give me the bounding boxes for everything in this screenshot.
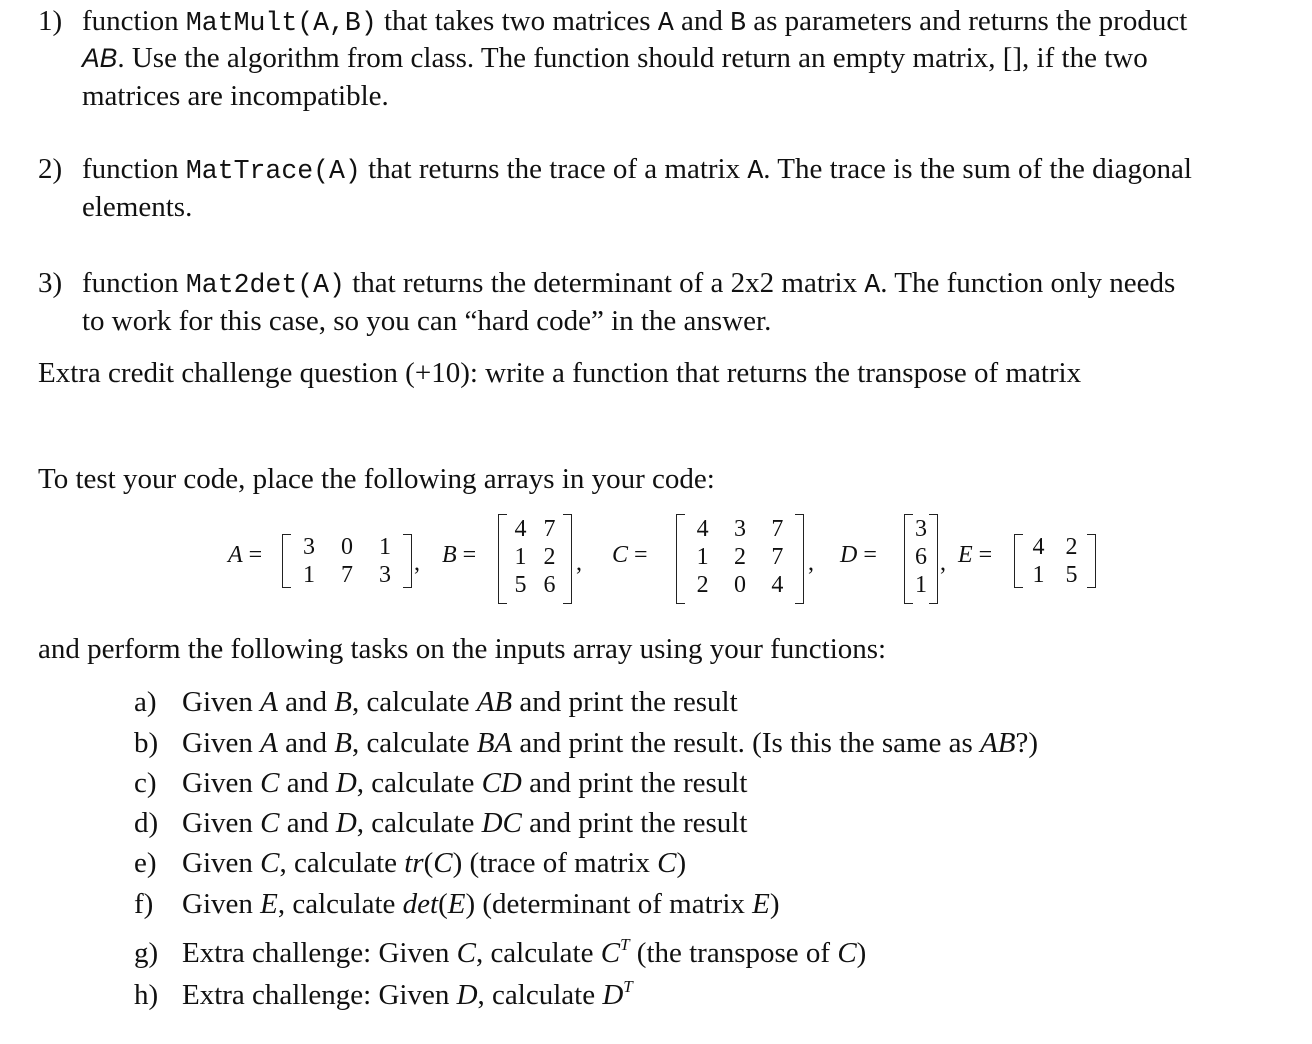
item-3-line-1: 3) function Mat2det(A) that returns the determinant of a 2x2 matrix A. The function only needs bbox=[38, 264, 1175, 304]
matrix-cell: 2 bbox=[696, 572, 709, 598]
matrix-a-label: A = bbox=[228, 542, 263, 568]
matrix-cell: 3 bbox=[915, 516, 927, 542]
task-f: f) Given E, calculate det(E) (determinant of matrix E) bbox=[134, 888, 780, 920]
task-e: e) Given C, calculate tr(C) (trace of matrix C) bbox=[134, 847, 687, 879]
function-name: MatMult(A,B) bbox=[185, 8, 377, 38]
matrix-c bbox=[676, 514, 804, 604]
matrix-cell: 0 bbox=[341, 534, 353, 560]
matrix-cell: 2 bbox=[733, 544, 746, 570]
matrix-cell: 3 bbox=[379, 562, 391, 588]
matrix-b-label: B = bbox=[442, 542, 477, 568]
task-d: d) Given C and D, calculate DC and print the result bbox=[134, 807, 748, 839]
extra-credit-text: Extra credit challenge question (+10): write a function that returns the transpose of matrix bbox=[38, 357, 1082, 389]
matrix-cell: 2 bbox=[543, 544, 556, 570]
matrix-cell: 7 bbox=[771, 544, 784, 570]
matrix-cell: 4 bbox=[1032, 534, 1045, 560]
matrix-cell: 1 bbox=[379, 534, 391, 560]
matrix-cell: 7 bbox=[771, 516, 784, 542]
matrix-d bbox=[904, 514, 938, 604]
comma: , bbox=[576, 550, 582, 576]
matrix-cell: 3 bbox=[303, 534, 315, 560]
matrix-cell: 4 bbox=[696, 516, 709, 542]
matrix-cell: 1 bbox=[303, 562, 315, 588]
task-a: a) Given A and B, calculate AB and print the result bbox=[134, 686, 738, 718]
task-b: b) Given A and B, calculate BA and print the result. (Is this the same as AB?) bbox=[134, 727, 1039, 759]
item-1-line-1: 1) function MatMult(A,B) that takes two matrices A and B as parameters and returns the product bbox=[38, 2, 1187, 42]
item-number: 3) bbox=[38, 267, 63, 299]
matrix-cell: 6 bbox=[915, 544, 927, 570]
matrix-cell: 2 bbox=[1065, 534, 1078, 560]
matrix-cell: 1 bbox=[915, 572, 927, 598]
function-name: Mat2det(A) bbox=[185, 270, 345, 300]
matrix-a bbox=[282, 534, 412, 588]
matrix-cell: 7 bbox=[543, 516, 556, 542]
item-2-line-1: 2) function MatTrace(A) that returns the trace of a matrix A. The trace is the sum of the diagonal bbox=[38, 150, 1192, 190]
matrix-cell: 4 bbox=[771, 572, 784, 598]
matrix-cell: 5 bbox=[514, 572, 527, 598]
matrix-b bbox=[498, 514, 572, 604]
matrix-d-label: D = bbox=[840, 542, 877, 568]
matrix-e-label: E = bbox=[958, 542, 993, 568]
test-intro-text: To test your code, place the following arrays in your code: bbox=[38, 463, 715, 495]
perform-intro-text: and perform the following tasks on the inputs array using your functions: bbox=[38, 633, 887, 665]
matrix-e bbox=[1014, 534, 1096, 588]
task-g: g) Extra challenge: Given C, calculate $C^T$ (the transpose of C) bbox=[134, 935, 867, 969]
comma: , bbox=[808, 550, 814, 576]
item-1-line-3: matrices are incompatible. bbox=[82, 80, 389, 112]
matrix-cell: 1 bbox=[1032, 562, 1045, 588]
item-1-line-2: AB. Use the algorithm from class. The function should return an empty matrix, [], if the two bbox=[82, 42, 1148, 74]
matrix-cell: 0 bbox=[733, 572, 746, 598]
task-c: c) Given C and D, calculate CD and print the result bbox=[134, 767, 748, 799]
item-2-line-2: elements. bbox=[82, 191, 193, 223]
matrix-cell: 1 bbox=[514, 544, 527, 570]
matrix-cell: 7 bbox=[341, 562, 353, 588]
matrix-cell: 1 bbox=[696, 544, 709, 570]
function-name: MatTrace(A) bbox=[185, 156, 361, 186]
comma: , bbox=[414, 550, 420, 576]
matrix-cell: 3 bbox=[733, 516, 746, 542]
matrix-c-label: C = bbox=[612, 542, 648, 568]
item-number: 1) bbox=[38, 5, 63, 37]
matrix-cell: 5 bbox=[1065, 562, 1078, 588]
matrix-cell: 4 bbox=[514, 516, 527, 542]
matrix-definitions bbox=[0, 510, 1312, 610]
item-3-line-2: to work for this case, so you can “hard code” in the answer. bbox=[82, 305, 772, 337]
item-number: 2) bbox=[38, 153, 63, 185]
matrix-cell: 6 bbox=[543, 572, 556, 598]
task-h: h) Extra challenge: Given D, calculate $D^T$ bbox=[134, 977, 633, 1011]
comma: , bbox=[940, 550, 946, 576]
